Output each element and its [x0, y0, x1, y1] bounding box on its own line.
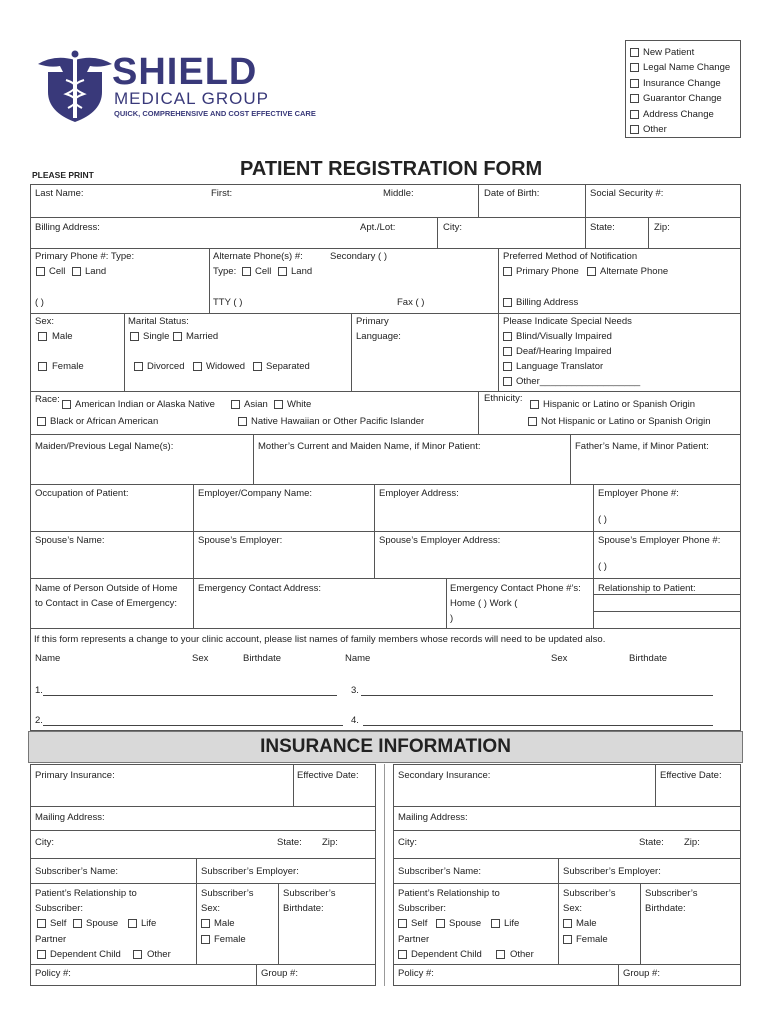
please-print: PLEASE PRINT: [32, 170, 94, 180]
secondary-mailing-field[interactable]: Mailing Address:: [398, 812, 468, 823]
translator-label: Language Translator: [516, 361, 604, 372]
secondary-other-label: Other: [510, 949, 534, 960]
alt-land-label: Land: [291, 266, 313, 277]
married-checkbox[interactable]: [173, 332, 182, 341]
not-hispanic-checkbox[interactable]: [528, 417, 537, 426]
secondary-sub-sex-label-1: Subscriber’s: [563, 888, 616, 899]
ec-home-work-field[interactable]: Home ( ) Work (: [450, 598, 518, 609]
change-option-label: Guarantor Change: [643, 93, 722, 105]
pm-alt-label: Alternate Phone: [600, 266, 669, 277]
cell-checkbox[interactable]: [36, 267, 45, 276]
ssn-field[interactable]: Social Security #:: [590, 188, 664, 199]
deaf-checkbox[interactable]: [503, 347, 512, 356]
maiden-name-field[interactable]: Maiden/Previous Legal Name(s):: [35, 441, 174, 452]
alt-phone-label: Alternate Phone(s) #:: [213, 251, 303, 262]
logo-tagline: QUICK, COMPREHENSIVE AND COST EFFECTIVE CARE: [114, 109, 316, 118]
secondary-self-label: Self: [411, 918, 428, 929]
middle-name-field[interactable]: Middle:: [383, 188, 414, 199]
family-note: If this form represents a change to your clinic account, please list names of family members whose records will need to be updated also.: [34, 634, 606, 645]
primary-city-field[interactable]: City:: [35, 837, 54, 848]
race-black-label: Black or African American: [50, 416, 159, 427]
primary-rel-label-1: Patient’s Relationship to: [35, 888, 137, 899]
change-option-checkbox[interactable]: [630, 63, 639, 72]
secondary-subscriber-name-field[interactable]: Subscriber’s Name:: [398, 866, 482, 877]
primary-sub-sex-label-2: Sex:: [201, 903, 221, 914]
family-row-1-number: 1.: [35, 685, 43, 696]
secondary-spouse-checkbox[interactable]: [436, 919, 445, 928]
change-option-label: Legal Name Change: [643, 62, 731, 74]
secondary-state-field[interactable]: State:: [639, 837, 664, 848]
secondary-dep-child-label: Dependent Child: [411, 949, 482, 960]
fam-sex-header: Sex: [192, 653, 209, 664]
secondary-sub-female-checkbox[interactable]: [563, 935, 572, 944]
secondary-self-checkbox[interactable]: [398, 919, 407, 928]
primary-phone-label: Primary Phone #: Type:: [35, 251, 135, 262]
marital-label: Marital Status:: [128, 316, 189, 327]
alt-type-label: Type:: [213, 266, 237, 277]
primary-subscriber-name-field[interactable]: Subscriber’s Name:: [35, 866, 119, 877]
logo-sub: MEDICAL GROUP: [114, 89, 270, 108]
family-row-4-number: 4.: [351, 715, 359, 726]
blind-label: Blind/Visually Impaired: [516, 331, 612, 342]
secondary-rel-label-1: Patient’s Relationship to: [398, 888, 500, 899]
deaf-label: Deaf/Hearing Impaired: [516, 346, 612, 357]
change-option-checkbox[interactable]: [630, 110, 639, 119]
change-option-label: Insurance Change: [643, 77, 721, 89]
race-nhpi-checkbox[interactable]: [238, 417, 247, 426]
married-label: Married: [186, 331, 219, 342]
family-row-2-number: 2.: [35, 715, 43, 726]
ec-phone-label: Emergency Contact Phone #’s:: [450, 583, 581, 594]
special-needs-label: Please Indicate Special Needs: [503, 316, 632, 327]
primary-sub-birthdate-label-2[interactable]: Birthdate:: [283, 903, 324, 914]
secondary-city-field[interactable]: City:: [398, 837, 417, 848]
change-option-label: New Patient: [643, 47, 695, 58]
single-checkbox[interactable]: [130, 332, 139, 341]
primary-insurance-field[interactable]: Primary Insurance:: [35, 770, 115, 781]
secondary-rel-label-2: Subscriber:: [398, 903, 447, 914]
land-checkbox[interactable]: [72, 267, 81, 276]
ec-close-paren: ): [450, 613, 454, 624]
primary-life-label: Life: [141, 918, 157, 929]
secondary-life-checkbox[interactable]: [491, 919, 500, 928]
primary-sub-male-label: Male: [214, 918, 235, 929]
secondary-sub-female-label: Female: [576, 934, 608, 945]
secondary-insurance-field[interactable]: Secondary Insurance:: [398, 770, 491, 781]
ethnicity-label: Ethnicity:: [484, 393, 523, 404]
secondary-spouse-label: Spouse: [449, 918, 482, 929]
male-label: Male: [52, 331, 73, 342]
primary-other-checkbox[interactable]: [133, 950, 142, 959]
change-option-checkbox[interactable]: [630, 79, 639, 88]
secondary-effective-date-field[interactable]: Effective Date:: [660, 770, 722, 781]
primary-sub-sex-label-1: Subscriber’s: [201, 888, 254, 899]
sex-label: Sex:: [35, 316, 55, 327]
alt-cell-label: Cell: [255, 266, 272, 277]
cell-label: Cell: [49, 266, 66, 277]
pm-primary-checkbox[interactable]: [503, 267, 512, 276]
secondary-sub-male-checkbox[interactable]: [563, 919, 572, 928]
primary-effective-date-field[interactable]: Effective Date:: [297, 770, 359, 781]
last-name-field[interactable]: Last Name:: [35, 188, 84, 199]
spouse-employer-address-field[interactable]: Spouse’s Employer Address:: [379, 535, 501, 546]
secondary-sub-birthdate-label-1: Subscriber’s: [645, 888, 698, 899]
insurance-title: INSURANCE INFORMATION: [260, 736, 511, 757]
pm-billing-checkbox[interactable]: [503, 298, 512, 307]
primary-phone-field[interactable]: ( ): [35, 297, 44, 308]
employer-field[interactable]: Employer/Company Name:: [198, 488, 313, 499]
divorced-checkbox[interactable]: [134, 362, 143, 371]
race-aian-label: American Indian or Alaska Native: [75, 399, 215, 410]
fam-name-header: Name: [35, 653, 61, 664]
change-option-label: Other: [643, 124, 667, 135]
change-option-checkbox[interactable]: [630, 125, 639, 134]
primary-partner-label: Partner: [35, 934, 67, 945]
first-name-field[interactable]: First:: [211, 188, 233, 199]
hispanic-label: Hispanic or Latino or Spanish Origin: [543, 399, 696, 410]
alt-land-checkbox[interactable]: [278, 267, 287, 276]
secondary-sub-sex-label-2: Sex:: [563, 903, 583, 914]
primary-dep-child-checkbox[interactable]: [37, 950, 46, 959]
secondary-other-checkbox[interactable]: [496, 950, 505, 959]
father-name-field[interactable]: Father’s Name, if Minor Patient:: [575, 441, 709, 452]
spouse-employer-field[interactable]: Spouse’s Employer:: [198, 535, 283, 546]
zip-field[interactable]: Zip:: [654, 222, 670, 233]
employer-phone-parens: ( ): [598, 514, 607, 525]
primary-language-label: Primary: [356, 316, 389, 327]
family-row-3-number: 3.: [351, 685, 359, 696]
divorced-label: Divorced: [147, 361, 185, 372]
pref-method-label: Preferred Method of Notification: [503, 251, 638, 262]
secondary-group-field[interactable]: Group #:: [623, 968, 660, 979]
primary-self-checkbox[interactable]: [37, 919, 46, 928]
alt-cell-checkbox[interactable]: [242, 267, 251, 276]
secondary-phone-field[interactable]: Secondary ( ): [330, 251, 388, 262]
race-asian-label: Asian: [244, 399, 268, 410]
race-white-label: White: [287, 399, 312, 410]
secondary-life-label: Life: [504, 918, 520, 929]
relationship-field[interactable]: Relationship to Patient:: [598, 583, 696, 594]
female-label: Female: [52, 361, 84, 372]
change-option-label: Address Change: [643, 108, 714, 120]
family-row-3-line[interactable]: [361, 695, 713, 696]
spouse-name-field[interactable]: Spouse’s Name:: [35, 535, 105, 546]
family-row-4-line[interactable]: [363, 725, 713, 726]
fam-birthdate-header: Birthdate: [243, 653, 282, 664]
ec-address-field[interactable]: Emergency Contact Address:: [198, 583, 322, 594]
female-checkbox[interactable]: [38, 362, 47, 371]
ec-name-label-1: Name of Person Outside of Home: [35, 583, 178, 594]
single-label: Single: [143, 331, 170, 342]
race-label: Race:: [35, 394, 60, 405]
sn-other-checkbox[interactable]: [503, 377, 512, 386]
primary-rel-label-2: Subscriber:: [35, 903, 84, 914]
occupation-field[interactable]: Occupation of Patient:: [35, 488, 129, 499]
pm-billing-label: Billing Address: [516, 297, 579, 308]
logo-name: SHIELD: [112, 51, 258, 93]
pm-primary-label: Primary Phone: [516, 266, 579, 277]
insurance-banner: [28, 731, 743, 763]
city-field[interactable]: City:: [443, 222, 462, 233]
blind-checkbox[interactable]: [503, 332, 512, 341]
male-checkbox[interactable]: [38, 332, 47, 341]
form-title: PATIENT REGISTRATION FORM: [240, 158, 543, 180]
tty-field[interactable]: TTY ( ): [213, 297, 243, 308]
secondary-sub-birthdate-label-2[interactable]: Birthdate:: [645, 903, 686, 914]
widowed-checkbox[interactable]: [193, 362, 202, 371]
change-type-box: [625, 40, 741, 138]
pm-alt-checkbox[interactable]: [587, 267, 596, 276]
ec-name-label-2[interactable]: to Contact in Case of Emergency:: [35, 598, 178, 609]
fam-birthdate-header-2: Birthdate: [629, 653, 668, 664]
hispanic-checkbox[interactable]: [530, 400, 539, 409]
secondary-partner-label: Partner: [398, 934, 430, 945]
apt-field[interactable]: Apt./Lot:: [360, 222, 396, 233]
primary-spouse-label: Spouse: [86, 918, 119, 929]
primary-life-checkbox[interactable]: [128, 919, 137, 928]
not-hispanic-label: Not Hispanic or Latino or Spanish Origin: [541, 416, 711, 427]
race-black-checkbox[interactable]: [37, 417, 46, 426]
race-asian-checkbox[interactable]: [231, 400, 240, 409]
spouse-phone-parens: ( ): [598, 561, 607, 572]
secondary-dep-child-checkbox[interactable]: [398, 950, 407, 959]
primary-group-field[interactable]: Group #:: [261, 968, 298, 979]
secondary-sub-male-label: Male: [576, 918, 597, 929]
language-label[interactable]: Language:: [356, 331, 401, 342]
primary-self-label: Self: [50, 918, 67, 929]
secondary-policy-field[interactable]: Policy #:: [398, 968, 434, 979]
secondary-zip-field[interactable]: Zip:: [684, 837, 700, 848]
race-aian-checkbox[interactable]: [62, 400, 71, 409]
family-row-2-line[interactable]: [43, 725, 343, 726]
logo: [30, 46, 316, 126]
land-label: Land: [85, 266, 107, 277]
primary-state-field[interactable]: State:: [277, 837, 302, 848]
separated-checkbox[interactable]: [253, 362, 262, 371]
billing-address-field[interactable]: Billing Address:: [35, 222, 100, 233]
primary-zip-field[interactable]: Zip:: [322, 837, 338, 848]
primary-dep-child-label: Dependent Child: [50, 949, 121, 960]
separated-label: Separated: [266, 361, 310, 372]
family-row-1-line[interactable]: [43, 695, 337, 696]
spouse-employer-phone-field[interactable]: Spouse’s Employer Phone #:: [598, 535, 721, 546]
primary-sub-female-label: Female: [214, 934, 246, 945]
state-field[interactable]: State:: [590, 222, 615, 233]
primary-subscriber-employer-field[interactable]: Subscriber’s Employer:: [201, 866, 299, 877]
employer-phone-field[interactable]: Employer Phone #:: [598, 488, 679, 499]
primary-mailing-field[interactable]: Mailing Address:: [35, 812, 105, 823]
primary-other-label: Other: [147, 949, 171, 960]
race-white-checkbox[interactable]: [274, 400, 283, 409]
change-option-checkbox[interactable]: [630, 94, 639, 103]
widowed-label: Widowed: [206, 361, 246, 372]
employer-address-field[interactable]: Employer Address:: [379, 488, 459, 499]
primary-sub-female-checkbox[interactable]: [201, 935, 210, 944]
mother-name-field[interactable]: Mother’s Current and Maiden Name, if Minor Patient:: [258, 441, 481, 452]
fam-name-header-2: Name: [345, 653, 371, 664]
fam-sex-header-2: Sex: [551, 653, 568, 664]
primary-spouse-checkbox[interactable]: [73, 919, 82, 928]
primary-sub-male-checkbox[interactable]: [201, 919, 210, 928]
change-option-checkbox[interactable]: [630, 48, 639, 57]
dob-field[interactable]: Date of Birth:: [484, 188, 540, 199]
caduceus-shield-icon: [30, 46, 120, 126]
fax-field[interactable]: Fax ( ): [397, 297, 425, 308]
sn-other-label[interactable]: Other___________________: [516, 376, 641, 387]
primary-policy-field[interactable]: Policy #:: [35, 968, 71, 979]
primary-sub-birthdate-label-1: Subscriber’s: [283, 888, 336, 899]
translator-checkbox[interactable]: [503, 362, 512, 371]
race-nhpi-label: Native Hawaiian or Other Pacific Islander: [251, 416, 425, 427]
secondary-subscriber-employer-field[interactable]: Subscriber’s Employer:: [563, 866, 661, 877]
